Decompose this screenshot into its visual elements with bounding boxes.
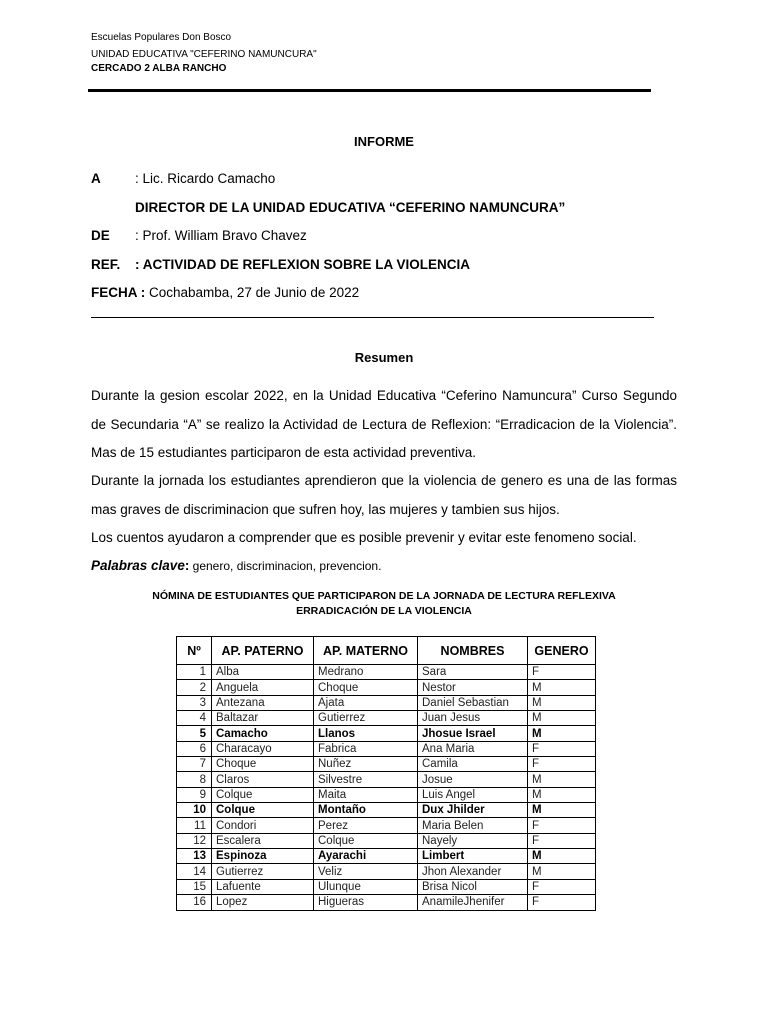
header-number: Nº	[177, 637, 212, 665]
row-number: 10	[177, 803, 212, 818]
row-number: 11	[177, 818, 212, 833]
row-nombres: Josue	[418, 772, 528, 787]
table-title-line1: NÓMINA DE ESTUDIANTES QUE PARTICIPARON DE LA JORNADA DE LECTURA REFLEXIVA	[152, 590, 616, 602]
row-genero: F	[528, 757, 596, 772]
memo-ref-row	[91, 256, 470, 274]
row-paterno: Camacho	[212, 726, 314, 741]
summary-p1-line3: Mas de 15 estudiantes participaron de esta actividad preventiva.	[91, 445, 476, 460]
row-number: 1	[177, 665, 212, 680]
row-paterno: Lopez	[212, 895, 314, 910]
row-nombres: Brisa Nicol	[418, 879, 528, 894]
row-number: 7	[177, 757, 212, 772]
row-genero: F	[528, 665, 596, 680]
table-row	[177, 741, 596, 756]
row-number: 9	[177, 787, 212, 802]
row-number: 2	[177, 680, 212, 695]
row-genero: M	[528, 711, 596, 726]
row-number: 5	[177, 726, 212, 741]
row-nombres: Nestor	[418, 680, 528, 695]
row-materno: Perez	[314, 818, 418, 833]
table-header-row	[177, 637, 596, 665]
row-number: 4	[177, 711, 212, 726]
row-genero: M	[528, 772, 596, 787]
row-paterno: Characayo	[212, 741, 314, 756]
row-materno: Choque	[314, 680, 418, 695]
row-materno: Maita	[314, 787, 418, 802]
header-divider	[88, 89, 651, 92]
row-materno: Nuñez	[314, 757, 418, 772]
row-paterno: Colque	[212, 787, 314, 802]
row-materno: Veliz	[314, 864, 418, 879]
row-genero: M	[528, 787, 596, 802]
document-title: INFORME	[354, 134, 414, 149]
memo-from-value: : Prof. William Bravo Chavez	[135, 228, 307, 243]
table-row	[177, 726, 596, 741]
memo-to-row	[91, 170, 275, 188]
keywords-line	[91, 557, 677, 575]
row-paterno: Antezana	[212, 695, 314, 710]
memo-from-row	[91, 227, 307, 245]
row-materno: Silvestre	[314, 772, 418, 787]
row-paterno: Claros	[212, 772, 314, 787]
row-materno: Montaño	[314, 803, 418, 818]
row-paterno: Choque	[212, 757, 314, 772]
row-nombres: Maria Belen	[418, 818, 528, 833]
students-table	[176, 636, 596, 911]
table-row	[177, 695, 596, 710]
header-paterno: AP. PATERNO	[212, 637, 314, 665]
row-materno: Ajata	[314, 695, 418, 710]
row-number: 15	[177, 879, 212, 894]
memo-date-row	[91, 284, 359, 302]
row-nombres: Camila	[418, 757, 528, 772]
row-number: 12	[177, 833, 212, 848]
row-genero: M	[528, 726, 596, 741]
row-materno: Ulunque	[314, 879, 418, 894]
summary-heading: Resumen	[354, 350, 414, 365]
memo-divider	[91, 317, 654, 318]
row-nombres: Sara	[418, 665, 528, 680]
summary-p3: Los cuentos ayudaron a comprender que es posible prevenir y evitar este fenomeno social.	[91, 530, 637, 545]
memo-ref-key: REF.	[91, 257, 121, 272]
row-nombres: Dux Jhilder	[418, 803, 528, 818]
table-title-line2: ERRADICACIÓN DE LA VIOLENCIA	[296, 605, 472, 617]
header-nombres: NOMBRES	[418, 637, 528, 665]
row-number: 16	[177, 895, 212, 910]
row-materno: Ayarachi	[314, 849, 418, 864]
row-number: 8	[177, 772, 212, 787]
memo-ref-value: : ACTIVIDAD DE REFLEXION SOBRE LA VIOLENCIA	[135, 257, 471, 272]
header-genero: GENERO	[528, 637, 596, 665]
row-genero: M	[528, 680, 596, 695]
summary-p1-line1: Durante la gesion escolar 2022, en la Unidad Educativa “Ceferino Namuncura” Curso Segundo	[91, 388, 677, 403]
row-genero: M	[528, 864, 596, 879]
row-number: 6	[177, 741, 212, 756]
table-body	[177, 665, 596, 911]
row-genero: M	[528, 849, 596, 864]
row-paterno: Condori	[212, 818, 314, 833]
memo-to-value: : Lic. Ricardo Camacho	[135, 171, 276, 186]
table-row	[177, 787, 596, 802]
row-nombres: Daniel Sebastian	[418, 695, 528, 710]
table-row	[177, 680, 596, 695]
row-genero: F	[528, 879, 596, 894]
row-genero: F	[528, 818, 596, 833]
row-nombres: Jhon Alexander	[418, 864, 528, 879]
row-genero: F	[528, 895, 596, 910]
memo-date-key: FECHA :	[91, 285, 146, 300]
keywords-label: Palabras clave	[91, 558, 185, 573]
table-row	[177, 803, 596, 818]
row-nombres: Limbert	[418, 849, 528, 864]
table-row	[177, 895, 596, 910]
keywords-colon: :	[184, 558, 190, 573]
table-row	[177, 864, 596, 879]
row-paterno: Lafuente	[212, 879, 314, 894]
row-nombres: Luis Angel	[418, 787, 528, 802]
row-number: 14	[177, 864, 212, 879]
row-materno: Higueras	[314, 895, 418, 910]
table-row	[177, 818, 596, 833]
row-materno: Medrano	[314, 665, 418, 680]
summary-p2-line2: mas graves de discriminacion que sufren hoy, las mujeres y tambien sus hijos.	[91, 502, 560, 517]
row-paterno: Alba	[212, 665, 314, 680]
row-paterno: Colque	[212, 803, 314, 818]
row-number: 3	[177, 695, 212, 710]
row-genero: M	[528, 803, 596, 818]
table-row	[177, 665, 596, 680]
memo-from-key: DE	[91, 228, 110, 243]
summary-p1-line2: de Secundaria “A” se realizo la Actividad de Lectura de Reflexion: “Erradicacion de la Violencia”.	[91, 417, 677, 432]
row-materno: Fabrica	[314, 741, 418, 756]
row-paterno: Espinoza	[212, 849, 314, 864]
row-nombres: Juan Jesus	[418, 711, 528, 726]
table-row	[177, 711, 596, 726]
row-paterno: Gutierrez	[212, 864, 314, 879]
memo-date-value: Cochabamba, 27 de Junio de 2022	[149, 285, 360, 300]
row-materno: Colque	[314, 833, 418, 848]
school-name: Escuelas Populares Don Bosco	[91, 32, 232, 43]
summary-p2-line1: Durante la jornada los estudiantes aprendieron que la violencia de genero es una de las formas	[91, 473, 677, 488]
table-row	[177, 772, 596, 787]
row-genero: F	[528, 833, 596, 848]
row-materno: Llanos	[314, 726, 418, 741]
row-nombres: AnamileJhenifer	[418, 895, 528, 910]
row-genero: M	[528, 695, 596, 710]
row-paterno: Baltazar	[212, 711, 314, 726]
memo-to-title: DIRECTOR DE LA UNIDAD EDUCATIVA “CEFERINO NAMUNCURA”	[135, 200, 566, 215]
row-materno: Gutierrez	[314, 711, 418, 726]
table-row	[177, 833, 596, 848]
row-nombres: Nayely	[418, 833, 528, 848]
row-genero: F	[528, 741, 596, 756]
school-location: CERCADO 2 ALBA RANCHO	[91, 63, 227, 74]
row-nombres: Ana Maria	[418, 741, 528, 756]
table-row	[177, 849, 596, 864]
keywords-value: genero, discriminacion, prevencion.	[189, 559, 382, 573]
header-materno: AP. MATERNO	[314, 637, 418, 665]
memo-to-key: A	[91, 171, 101, 186]
row-number: 13	[177, 849, 212, 864]
table-row	[177, 879, 596, 894]
row-paterno: Escalera	[212, 833, 314, 848]
table-row	[177, 757, 596, 772]
row-nombres: Jhosue Israel	[418, 726, 528, 741]
row-paterno: Anguela	[212, 680, 314, 695]
school-unit: UNIDAD EDUCATIVA "CEFERINO NAMUNCURA"	[91, 49, 317, 60]
